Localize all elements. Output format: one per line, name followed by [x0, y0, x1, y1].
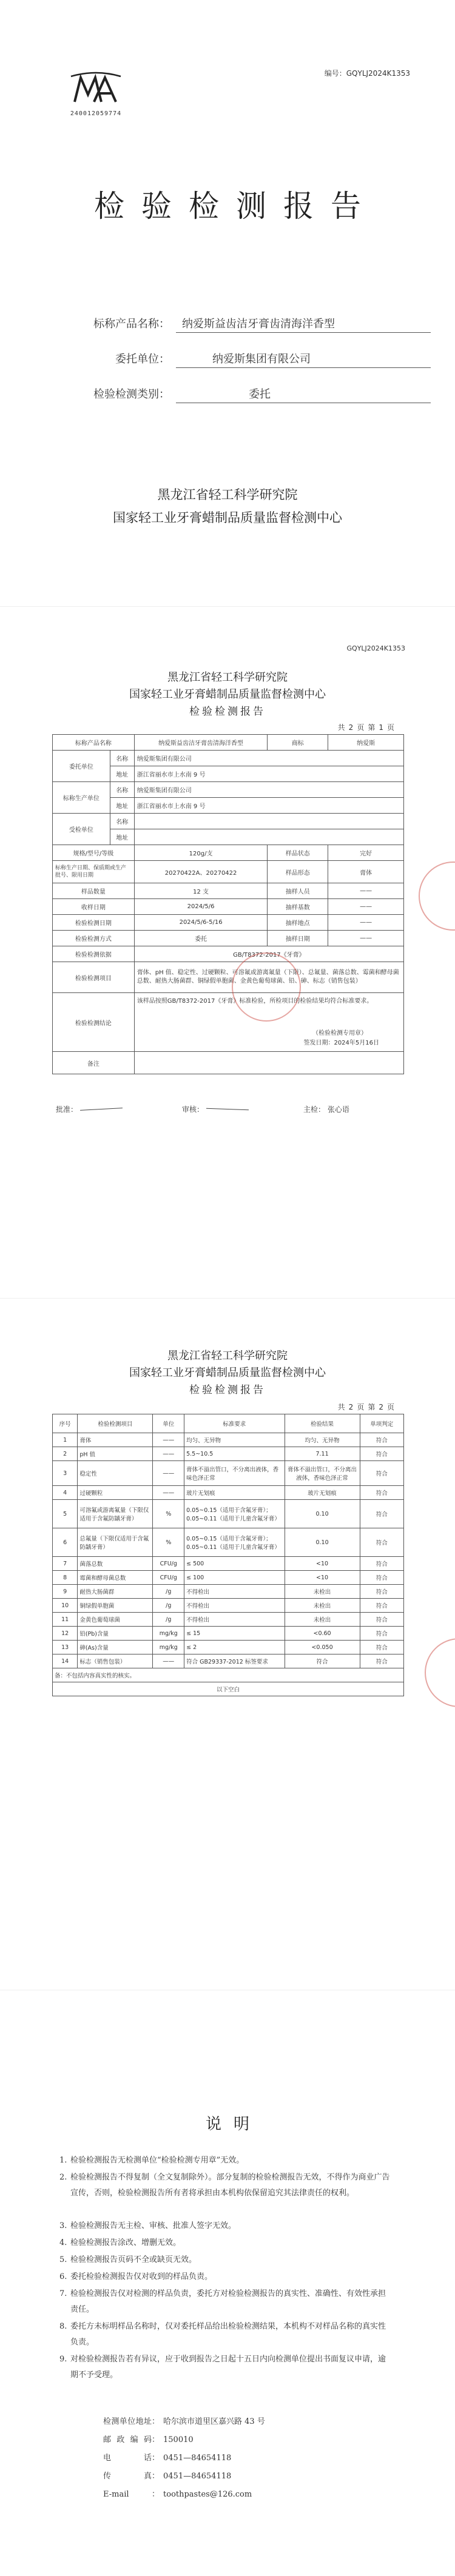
page-indicator	[334, 1402, 394, 1412]
contact-value: 哈尔滨市道里区嘉兴路 43 号	[163, 2417, 265, 2426]
row-result: 均匀、无异物	[285, 1433, 360, 1447]
row-verdict: 符合	[360, 1641, 403, 1654]
note-item	[59, 2235, 392, 2251]
colon: ：	[152, 2417, 160, 2426]
contact-row	[103, 2415, 265, 2426]
qty-label: 样品数量	[53, 883, 135, 899]
table-row	[53, 751, 404, 766]
row-verdict: 符合	[360, 1599, 403, 1613]
page-text: 页	[386, 723, 394, 732]
page-current: 1	[379, 723, 383, 732]
underline	[176, 367, 431, 368]
sample-base-label: 抽样基数	[268, 899, 328, 915]
table-header-row	[53, 1414, 404, 1433]
row-no: 9	[53, 1585, 78, 1599]
row-result: 0.10	[285, 1528, 360, 1557]
batch-label: 标称生产日期、保质期或生产批号、限用日期	[53, 861, 135, 883]
field-category	[67, 386, 271, 401]
notes-label: 备注	[53, 1052, 135, 1074]
org-name: 黑龙江省轻工科学研究院	[167, 1350, 288, 1362]
note-text: 检验检测报告不得复制（全文复制除外）。部分复制的检验检测报告无效，不得作为商业广告宣传，否则，检验检测报告所有者将承担由本机构依保留追究其法律责任的权利。	[70, 2173, 390, 2198]
report-code: 编号：GQYLJ2024K1353	[324, 69, 410, 78]
row-unit: /g	[153, 1585, 184, 1599]
col-header: 标准要求	[184, 1414, 285, 1433]
col-header: 检验检测项目	[78, 1414, 153, 1433]
inspected-name	[134, 814, 403, 829]
note-number: 5.	[59, 2255, 67, 2264]
product-name: 纳爱斯益齿洁牙膏齿清海洋香型	[134, 735, 268, 751]
page-text: 页	[386, 1403, 394, 1411]
contact-row	[103, 2487, 252, 2499]
row-item: 耐热大肠菌群	[78, 1585, 153, 1599]
row-unit: CFU/g	[153, 1557, 184, 1571]
table-row	[53, 1486, 404, 1500]
note-number: 7.	[59, 2289, 67, 2298]
row-item: pH 值	[78, 1447, 153, 1461]
note-text: 检验检测报告无检测单位“检验检测专用章”无效。	[70, 2156, 244, 2165]
contact-label: E-mail	[103, 2490, 129, 2499]
row-requirement: 符合 GB29337-2012 标签要求	[184, 1654, 285, 1668]
received-value: 2024/5/6	[134, 899, 268, 915]
row-requirement: 不得检出	[184, 1599, 285, 1613]
row-verdict: 符合	[360, 1571, 403, 1585]
page-text: 第	[368, 723, 376, 732]
page-current: 2	[379, 1403, 383, 1411]
report-title: 检验检测报告	[189, 1384, 266, 1396]
row-result: 符合	[285, 1654, 360, 1668]
row-result: 未检出	[285, 1599, 360, 1613]
address-label: 地址	[110, 766, 134, 782]
row-item: 可溶氟或游离氟量（下限仅适用于含氟防龋牙膏）	[78, 1500, 153, 1528]
row-result: <10	[285, 1557, 360, 1571]
note-number: 9.	[59, 2355, 67, 2364]
org-center-name: 国家轻工业牙膏蜡制品质量监督检测中心	[129, 688, 326, 701]
field-value: 委托	[249, 388, 271, 401]
page-text: 共	[337, 723, 345, 732]
table-row	[53, 1627, 404, 1641]
row-no: 3	[53, 1461, 78, 1486]
row-requirement: 膏体不溢出管口，不分离出液体，香味色泽正常	[184, 1461, 285, 1486]
notes-title: 说明	[205, 2115, 261, 2133]
note-item	[59, 2352, 392, 2383]
brand-value: 纳爱斯	[328, 735, 404, 751]
row-requirement: ≤ 100	[184, 1571, 285, 1585]
row-verdict: 符合	[360, 1627, 403, 1641]
table-row	[53, 1433, 404, 1447]
note-text: 对检验检测报告若有异议，应于收到报告之日起十五日内向检测单位提出书面复议申请，逾期不予受理。	[70, 2355, 386, 2380]
note-text: 委托检验检测报告仅对收到的样品负责。	[70, 2272, 213, 2281]
row-result: 7.11	[285, 1447, 360, 1461]
row-result: 未检出	[285, 1613, 360, 1627]
row-verdict: 符合	[360, 1557, 403, 1571]
row-requirement: ≤ 15	[184, 1627, 285, 1641]
signature-row	[56, 1104, 78, 1114]
report-info-page	[0, 607, 455, 1298]
row-no: 8	[53, 1571, 78, 1585]
row-unit: %	[153, 1500, 184, 1528]
method-label: 检验检测方式	[53, 931, 135, 946]
page-text: 第	[368, 1403, 376, 1411]
org-name: 黑龙江省轻工科学研究院	[157, 487, 298, 502]
org-center-name: 国家轻工业牙膏蜡制品质量监督检测中心	[113, 510, 342, 525]
note-item	[59, 2286, 392, 2318]
table-row	[53, 1654, 404, 1668]
table-row	[53, 962, 404, 993]
row-item: 总氟量（下限仅适用于含氟防龋牙膏）	[78, 1528, 153, 1557]
client-label: 委托单位	[53, 751, 110, 782]
row-verdict: 符合	[360, 1486, 403, 1500]
contact-label: 邮政编码	[103, 2435, 152, 2444]
field-value: 纳爱斯集团有限公司	[212, 353, 311, 366]
table-row	[53, 1585, 404, 1599]
row-unit: mg/kg	[153, 1627, 184, 1641]
row-verdict: 符合	[360, 1447, 403, 1461]
row-no: 4	[53, 1486, 78, 1500]
row-result: <10	[285, 1571, 360, 1585]
row-requirement: 均匀、无异物	[184, 1433, 285, 1447]
table-row	[53, 946, 404, 962]
table-row	[53, 1641, 404, 1654]
reviewer-signature	[206, 1108, 249, 1110]
row-verdict: 符合	[360, 1461, 403, 1486]
page-total: 2	[348, 723, 354, 732]
table-row	[53, 931, 404, 946]
cover-page	[0, 0, 455, 606]
row-no: 14	[53, 1654, 78, 1668]
table-row	[53, 1500, 404, 1528]
page-title: 检验检测报告	[94, 189, 378, 224]
conclusion-label: 检验检测结论	[53, 993, 135, 1052]
contact-value: toothpastes@126.com	[163, 2490, 252, 2499]
row-result: 玻片无划痕	[285, 1486, 360, 1500]
qty-value: 12 支	[134, 883, 268, 899]
approver-label: 批准：	[56, 1105, 78, 1114]
table-row	[53, 1682, 404, 1696]
page-text: 页	[357, 723, 365, 732]
basis-value: GB/T8372-2017《牙膏》	[134, 946, 403, 962]
row-requirement: 0.05~0.15（适用于含氟牙膏）；0.05~0.11（适用于儿童含氟牙膏）	[184, 1528, 285, 1557]
table-row	[53, 915, 404, 931]
note-text: 检验检测报告无主检、审核、批准人签字无效。	[70, 2221, 237, 2230]
row-verdict: 符合	[360, 1433, 403, 1447]
colon: ：	[152, 2490, 160, 2499]
row-unit: /g	[153, 1599, 184, 1613]
sample-base-value: ——	[328, 899, 404, 915]
table-row	[53, 1557, 404, 1571]
table-row	[53, 1461, 404, 1486]
col-header: 检验结果	[285, 1414, 360, 1433]
row-requirement: 5.5~10.5	[184, 1447, 285, 1461]
row-verdict: 符合	[360, 1585, 403, 1599]
table-row	[53, 814, 404, 829]
row-requirement: 不得检出	[184, 1585, 285, 1599]
note-text: 检验检测报告仅对检测的样品负责，委托方对检验检测报告的真实性、准确性、有效性承担责任。	[70, 2289, 386, 2314]
row-unit: ——	[153, 1486, 184, 1500]
seal-partial	[419, 861, 455, 931]
note-text: 检验检测报告涂改、增删无效。	[70, 2238, 181, 2247]
row-no: 5	[53, 1500, 78, 1528]
report-info-table	[52, 734, 404, 1074]
end-mark: 以下空白	[53, 1682, 404, 1696]
sampler-value: ——	[328, 883, 404, 899]
row-item: 膏体	[78, 1433, 153, 1447]
sample-date-label: 抽样日期	[268, 931, 328, 946]
table-row	[53, 1528, 404, 1557]
items-value: 膏体、pH 值、稳定性、过硬颗粒、可溶氟或游离氟量（下限）、总氟量、菌落总数、霉菌和酵母菌总数、耐热大肠菌群、铜绿假单胞菌、金黄色葡萄球菌、铅、砷、标志（销售包装）	[134, 962, 403, 993]
colon: ：	[152, 2435, 160, 2444]
note-item	[59, 2170, 392, 2201]
row-requirement: 不得检出	[184, 1613, 285, 1627]
table-row	[53, 1052, 404, 1074]
row-no: 1	[53, 1433, 78, 1447]
page-indicator	[334, 722, 394, 732]
row-requirement: ≤ 500	[184, 1557, 285, 1571]
results-table	[52, 1414, 404, 1696]
row-no: 11	[53, 1613, 78, 1627]
colon: ：	[152, 2454, 160, 2463]
reviewer-row	[182, 1104, 204, 1114]
table-row	[53, 735, 404, 751]
address-label: 地址	[110, 829, 134, 845]
spec-label: 规格/型号/等级	[53, 845, 135, 861]
row-item: 铜绿假单胞菌	[78, 1599, 153, 1613]
note-number: 1.	[59, 2156, 67, 2165]
row-item: 霉菌和酵母菌总数	[78, 1571, 153, 1585]
name-label: 名称	[110, 782, 134, 798]
tester-row	[303, 1104, 349, 1114]
notes-page	[0, 1990, 455, 2576]
client-name: 纳爱斯集团有限公司	[134, 751, 403, 766]
inspected-label: 受检单位	[53, 814, 110, 845]
contact-row	[103, 2469, 231, 2481]
method-value: 委托	[134, 931, 268, 946]
form-label: 样品形态	[268, 861, 328, 883]
table-row	[53, 1668, 404, 1682]
row-result: 膏体不溢出管口，不分离出液体，香味色泽正常	[285, 1461, 360, 1486]
row-item: 砷(As)含量	[78, 1641, 153, 1654]
results-page	[0, 1299, 455, 1990]
field-label: 检验检测类别：	[93, 388, 170, 401]
row-item: 菌落总数	[78, 1557, 153, 1571]
client-address: 浙江省丽水市上水南 9 号	[134, 766, 403, 782]
row-verdict: 符合	[360, 1500, 403, 1528]
notes-value	[134, 1052, 403, 1074]
row-unit: CFU/g	[153, 1571, 184, 1585]
row-no: 13	[53, 1641, 78, 1654]
contact-row	[103, 2433, 194, 2444]
table-row	[53, 1599, 404, 1613]
page-text: 页	[357, 1403, 365, 1411]
field-value: 纳爱斯益齿洁牙膏齿清海洋香型	[182, 318, 335, 330]
row-unit: %	[153, 1528, 184, 1557]
sign-date: 签发日期：2024年5月16日	[303, 1040, 379, 1046]
spec-value: 120g/支	[134, 845, 268, 861]
row-requirement: 玻片无划痕	[184, 1486, 285, 1500]
contact-label: 检测单位地址	[103, 2417, 152, 2426]
basis-label: 检验检测依据	[53, 946, 135, 962]
tester-label: 主检：	[303, 1105, 326, 1114]
colon: ：	[152, 2472, 160, 2481]
row-verdict: 符合	[360, 1613, 403, 1627]
address-label: 地址	[110, 798, 134, 814]
dates-label: 检验检测日期	[53, 915, 135, 931]
org-name: 黑龙江省轻工科学研究院	[167, 671, 288, 684]
note-item	[59, 2218, 392, 2234]
field-label: 标称产品名称：	[93, 318, 170, 330]
contact-value: 0451—84654118	[163, 2454, 232, 2463]
maker-name: 纳爱斯集团有限公司	[134, 782, 403, 798]
name-label: 名称	[110, 814, 134, 829]
brand-label: 商标	[268, 735, 328, 751]
note-item	[59, 2153, 392, 2169]
table-note: 备：不包括内容真实性的核实。	[53, 1668, 404, 1682]
cma-mark-icon	[70, 72, 122, 108]
form-value: 膏体	[328, 861, 404, 883]
org-center-name: 国家轻工业牙膏蜡制品质量监督检测中心	[129, 1367, 326, 1379]
note-text: 检验检测报告页码不全或缺页无效。	[70, 2255, 197, 2264]
report-code: GQYLJ2024K1353	[346, 644, 405, 652]
report-title: 检验检测报告	[189, 706, 266, 718]
note-text: 委托方未标明样品名称时，仅对委托样品给出检验检测结果，本机构不对样品名称的真实性负责。	[70, 2322, 386, 2347]
note-number: 3.	[59, 2221, 67, 2230]
row-no: 6	[53, 1528, 78, 1557]
page-total: 2	[348, 1403, 354, 1411]
field-label: 委托单位：	[115, 353, 170, 366]
note-number: 2.	[59, 2173, 67, 2182]
table-row	[53, 1447, 404, 1461]
items-label: 检验检测项目	[53, 962, 135, 993]
field-product-name	[67, 315, 335, 331]
row-verdict: 符合	[360, 1528, 403, 1557]
row-item: 铅(Pb)含量	[78, 1627, 153, 1641]
table-row	[53, 1613, 404, 1627]
sampler-label: 抽样人员	[268, 883, 328, 899]
note-item	[59, 2252, 392, 2268]
contact-row	[103, 2451, 231, 2463]
row-unit: ——	[153, 1654, 184, 1668]
note-number: 4.	[59, 2238, 67, 2247]
table-row	[53, 883, 404, 899]
product-label: 标称产品名称	[53, 735, 135, 751]
contact-label: 传真	[103, 2472, 152, 2481]
table-row	[53, 993, 404, 1052]
table-row	[53, 845, 404, 861]
cma-number: 240012059774	[70, 110, 122, 117]
note-item	[59, 2269, 392, 2285]
row-item: 过硬颗粒	[78, 1486, 153, 1500]
note-number: 8.	[59, 2322, 67, 2331]
row-item: 稳定性	[78, 1461, 153, 1486]
batch-value: 20270422A、20270422	[134, 861, 268, 883]
state-value: 完好	[328, 845, 404, 861]
cma-logo	[66, 72, 126, 117]
row-result: 未检出	[285, 1585, 360, 1599]
row-item: 金黄色葡萄球菌	[78, 1613, 153, 1627]
received-label: 收样日期	[53, 899, 135, 915]
maker-address: 浙江省丽水市上水南 9 号	[134, 798, 403, 814]
row-no: 10	[53, 1599, 78, 1613]
state-label: 样品状态	[268, 845, 328, 861]
table-row	[53, 782, 404, 798]
tester-name: 张心语	[327, 1105, 349, 1114]
page-text: 共	[337, 1403, 345, 1411]
reviewer-label: 审核：	[182, 1105, 204, 1114]
table-row	[53, 899, 404, 915]
contact-label: 电话	[103, 2454, 152, 2463]
special-seal-text: （检验检测专用章）	[312, 1030, 367, 1037]
place-value: ——	[328, 915, 404, 931]
inspected-address	[134, 829, 403, 845]
row-item: 标志（销售包装）	[78, 1654, 153, 1668]
col-header: 单项判定	[360, 1414, 403, 1433]
underline	[176, 332, 431, 333]
row-result: <0.60	[285, 1627, 360, 1641]
row-unit: ——	[153, 1461, 184, 1486]
place-label: 抽样地点	[268, 915, 328, 931]
row-verdict: 符合	[360, 1654, 403, 1668]
col-header: 单位	[153, 1414, 184, 1433]
note-item	[59, 2319, 392, 2350]
inspection-seal	[232, 952, 301, 1022]
maker-label: 标称生产单位	[53, 782, 110, 814]
row-requirement: ≤ 2	[184, 1641, 285, 1654]
approver-signature	[80, 1108, 123, 1111]
row-requirement: 0.05~0.15（适用于含氟牙膏）；0.05~0.11（适用于儿童含氟牙膏）	[184, 1500, 285, 1528]
row-unit: ——	[153, 1433, 184, 1447]
name-label: 名称	[110, 751, 134, 766]
contact-value: 150010	[163, 2435, 194, 2444]
col-header: 序号	[53, 1414, 78, 1433]
row-unit: ——	[153, 1447, 184, 1461]
row-unit: mg/kg	[153, 1641, 184, 1654]
row-result: 0.10	[285, 1500, 360, 1528]
row-no: 2	[53, 1447, 78, 1461]
results-body	[53, 1433, 404, 1668]
note-number: 6.	[59, 2272, 67, 2281]
row-unit: /g	[153, 1613, 184, 1627]
conclusion-text: 该样品按照GB/T8372-2017《牙膏》标准检验，所检项目的检验结果均符合标准要求。	[136, 998, 373, 1005]
sample-date-value: ——	[328, 931, 404, 946]
table-row	[53, 1571, 404, 1585]
row-no: 12	[53, 1627, 78, 1641]
table-row	[53, 861, 404, 883]
field-client	[67, 350, 311, 366]
dates-value: 2024/5/6-5/16	[134, 915, 268, 931]
contact-value: 0451—84654118	[163, 2472, 232, 2481]
row-result: <0.050	[285, 1641, 360, 1654]
row-no: 7	[53, 1557, 78, 1571]
seal-partial	[425, 1638, 455, 1707]
